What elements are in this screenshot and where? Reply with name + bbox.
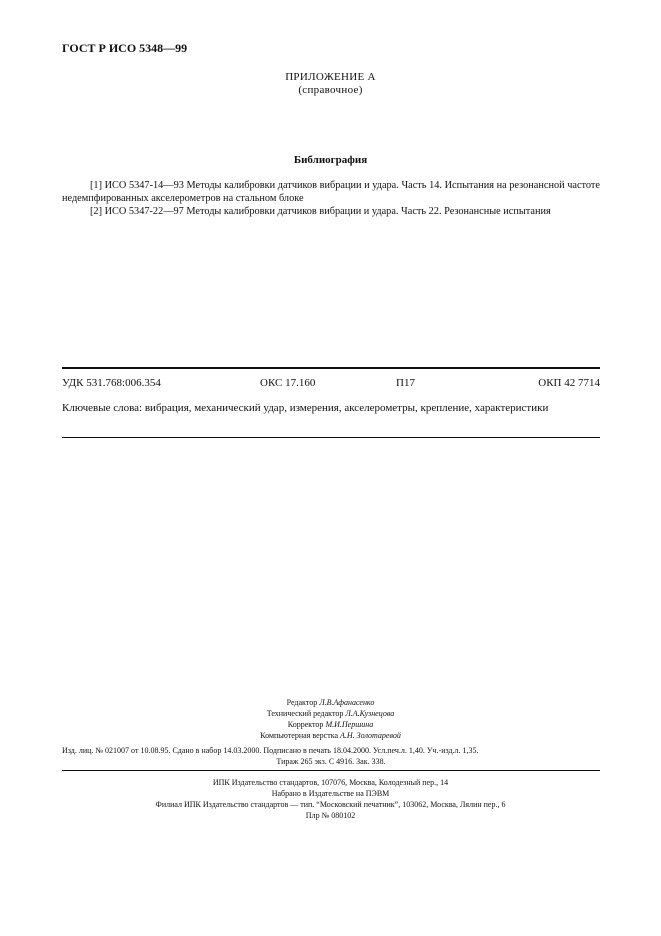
- publisher-line-1: ИПК Издательство стандартов, 107076, Москва, Колодезный пер., 14: [212, 778, 449, 787]
- credit-layout: Компьютерная верстка А.Н. Золотаревой: [260, 731, 401, 740]
- appendix-title: ПРИЛОЖЕНИЕ А: [285, 71, 376, 83]
- credit-tech-editor: Технический редактор Л.А.Кузнецова: [266, 709, 395, 718]
- divider-bottom: [62, 437, 600, 438]
- publisher-block: [0, 777, 661, 821]
- bibliography-item-1: [1] ИСО 5347-14—93 Методы калибровки датчиков вибрации и удара. Часть 14. Испытания на резонансной частоте недемпфированных акселерометров на стальном блоке: [62, 180, 600, 204]
- divider-publisher: [62, 770, 600, 771]
- credit-proofreader: Корректор М.И.Першина: [287, 720, 374, 729]
- standard-code: ГОСТ Р ИСО 5348—99: [62, 41, 188, 55]
- keywords: Ключевые слова: вибрация, механический удар, измерения, акселерометры, крепление, характеристики: [62, 402, 549, 414]
- print-details-line-1: Изд. лиц. № 021007 от 10.08.95. Сдано в набор 14.03.2000. Подписано в печать 18.04.2000. Усл.печ.л. 1,40. Уч.-изд.л. 1,35.: [62, 746, 479, 755]
- appendix-heading: [0, 71, 661, 97]
- publisher-line-3: Филиал ИПК Издательство стандартов — тип. “Московский печатник”, 103062, Москва, Лялин пер., 6: [155, 800, 506, 809]
- bibliography-list: [62, 179, 600, 218]
- credit-editor: Редактор Л.В.Афанасенко: [286, 698, 375, 707]
- appendix-subtitle: (справочное): [298, 84, 363, 96]
- publisher-line-2: Набрано в Издательстве на ПЭВМ: [271, 789, 390, 798]
- okp-code: ОКП 42 7714: [538, 377, 600, 389]
- oks-code: ОКС 17.160: [260, 377, 316, 389]
- print-details-line-2: Тираж 265 экз. С 4916. Зак. 338.: [276, 757, 386, 766]
- print-details: [62, 745, 600, 767]
- bibliography-item-2: [2] ИСО 5347-22—97 Методы калибровки датчиков вибрации и удара. Часть 22. Резонансные испытания: [90, 206, 551, 217]
- credits-block: [0, 697, 661, 741]
- divider-top: [62, 367, 600, 369]
- publisher-line-4: Плр № 080102: [305, 811, 356, 820]
- udk-code: УДК 531.768:006.354: [62, 377, 161, 389]
- bibliography-title: Библиография: [293, 154, 368, 166]
- group-code: П17: [396, 377, 415, 389]
